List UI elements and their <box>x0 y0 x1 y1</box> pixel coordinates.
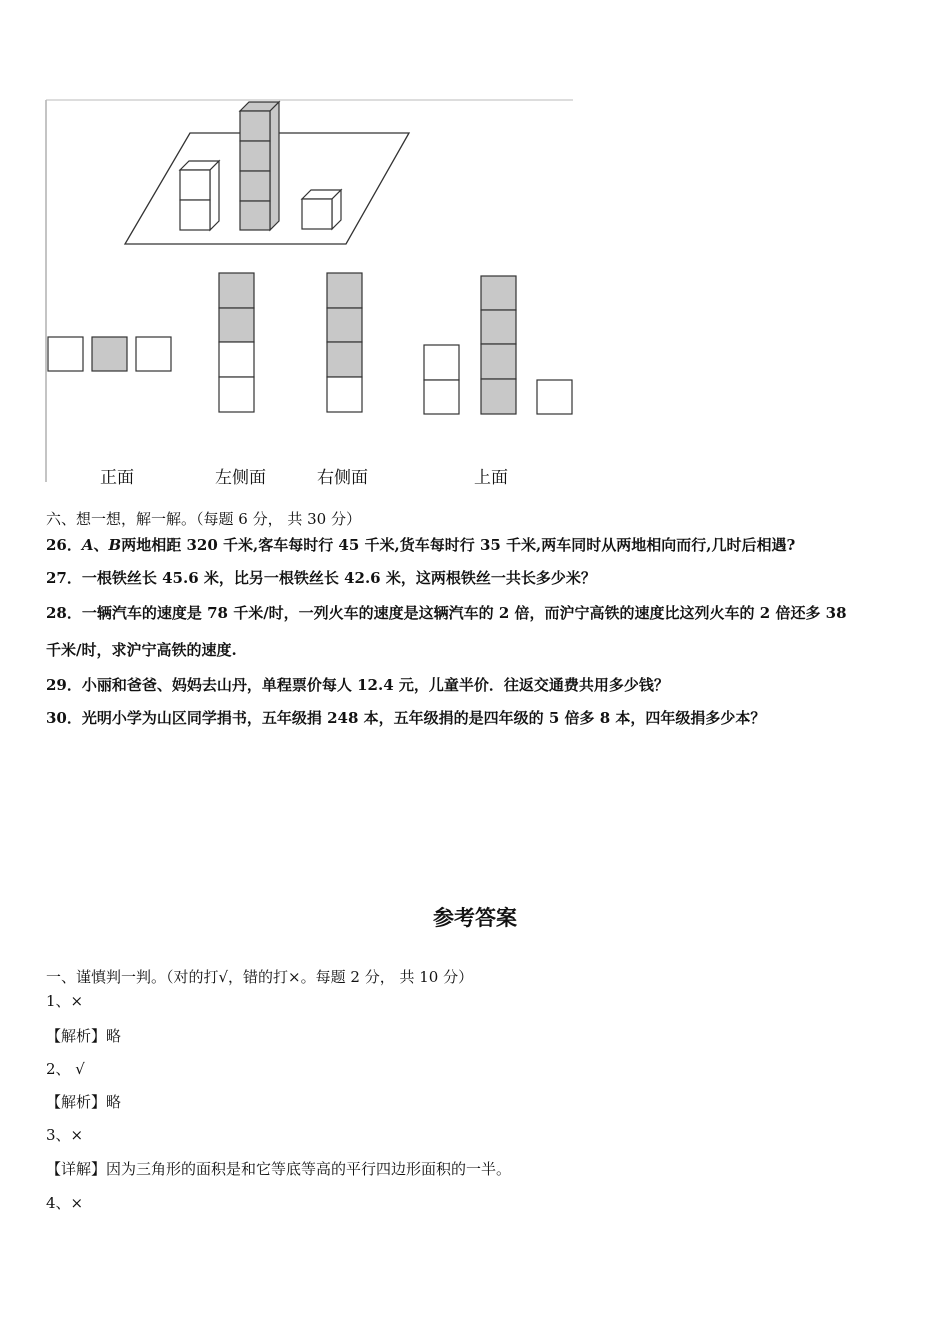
q26-separator: 、 <box>93 536 109 554</box>
question-28-line1: 28．一辆汽车的速度是 78 千米/时，一列火车的速度是这辆汽车的 2 倍，而沪宁高铁的速度比这列火车的 2 倍还多 38 <box>46 604 847 622</box>
answer-1-note: 【解析】略 <box>46 1027 122 1045</box>
caption-left-side: 左侧面 <box>215 468 266 488</box>
question-29: 29．小丽和爸爸、妈妈去山丹，单程票价每人 12.4 元，儿童半价．往返交通费共用多少钱？ <box>46 676 669 694</box>
q26-point-a: A <box>81 536 94 554</box>
answers-section1-heading: 一、谨慎判一判。（对的打√，错的打×。每题 2 分， 共 10 分） <box>46 968 474 986</box>
q26-point-b: B <box>108 536 122 554</box>
question-26 <box>46 535 795 555</box>
caption-top: 上面 <box>474 468 508 488</box>
q26-text: 两地相距 320 千米,客车每时行 45 千米,货车每时行 35 千米,两车同时从两地相向而行,几时后相遇? <box>121 536 796 554</box>
q26-number: 26． <box>46 536 82 554</box>
front-view <box>48 337 171 371</box>
answer-3-note: 【详解】因为三角形的面积是和它等底等高的平行四边形面积的一半。 <box>46 1160 512 1178</box>
question-27: 27．一根铁丝长 45.6 米，比另一根铁丝长 42.6 米，这两根铁丝一共长多少米？ <box>46 569 596 587</box>
caption-front: 正面 <box>100 468 134 488</box>
answer-2-note: 【解析】略 <box>46 1093 122 1111</box>
cube-views-diagram <box>0 0 950 500</box>
top-view <box>424 276 572 414</box>
section6-heading: 六、想一想，解一解。（每题 6 分， 共 30 分） <box>46 510 361 528</box>
question-30: 30．光明小学为山区同学捐书，五年级捐 248 本，五年级捐的是四年级的 5 倍多 8 本，四年级捐多少本？ <box>46 709 766 727</box>
question-28-line2: 千米/时，求沪宁高铁的速度. <box>46 641 237 659</box>
caption-right-side: 右侧面 <box>317 468 368 488</box>
right-side-view <box>327 273 362 412</box>
left-stack-cubes <box>180 161 219 230</box>
answer-3: 3、× <box>46 1126 84 1144</box>
answers-title: 参考答案 <box>433 906 517 930</box>
cube-views-figure <box>0 0 950 500</box>
tall-stack-cubes <box>240 102 279 230</box>
answer-4: 4、× <box>46 1194 84 1212</box>
answer-1: 1、× <box>46 992 84 1010</box>
single-cube <box>302 190 341 229</box>
left-side-view <box>219 273 254 412</box>
answer-2: 2、 √ <box>46 1060 85 1078</box>
